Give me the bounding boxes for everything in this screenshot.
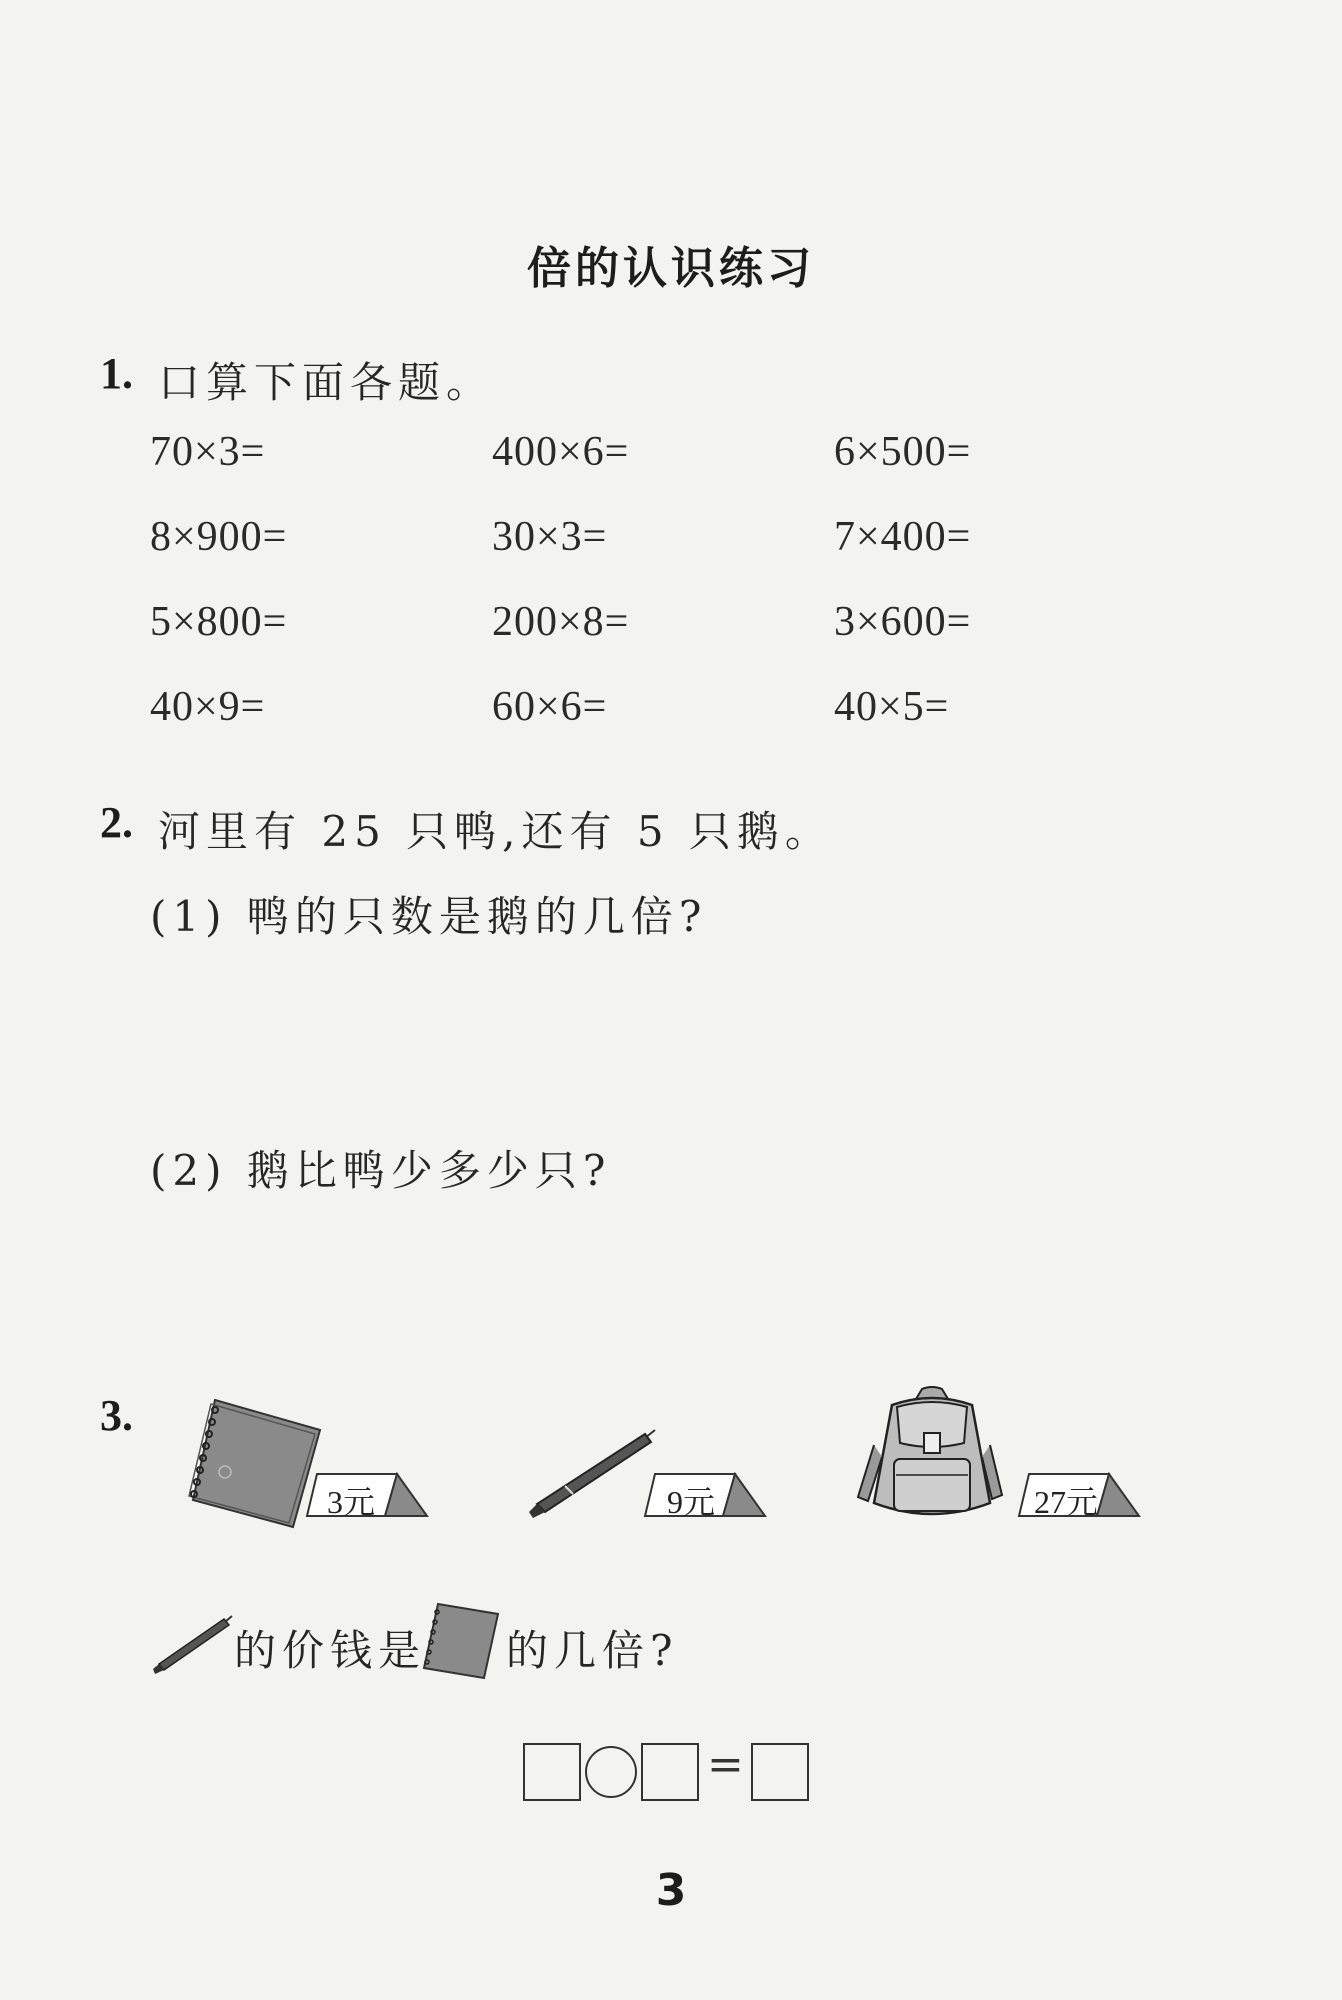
backpack-icon [852, 1385, 1012, 1530]
page-title: 倍的认识练习 [527, 243, 815, 294]
question-3-number: 3. [100, 1391, 133, 1440]
calc-item: 6×500= [834, 429, 972, 475]
calc-item: 200×8= [492, 599, 630, 645]
question-3-text-part2: 的几倍? [506, 1626, 679, 1675]
pen-icon [152, 1612, 236, 1676]
calc-item: 8×900= [150, 514, 288, 560]
question-1-text: 口算下面各题。 [158, 358, 495, 407]
question-2-number: 2. [100, 798, 133, 847]
question-2-text: 河里有 25 只鸭,还有 5 只鹅。 [158, 807, 833, 856]
answer-box[interactable] [641, 1743, 699, 1801]
calc-item: 7×400= [834, 514, 972, 560]
equals-sign: = [707, 1739, 744, 1790]
price-label-backpack: 27元 [1034, 1484, 1099, 1520]
calc-item: 60×6= [492, 684, 608, 730]
answer-formula [523, 1739, 823, 1803]
price-label-notebook: 3元 [327, 1484, 376, 1520]
calc-item: 3×600= [834, 599, 972, 645]
question-1-number: 1. [100, 349, 133, 398]
question-2-sub-1: (1) 鸭的只数是鹅的几倍? [150, 892, 708, 941]
answer-box[interactable] [523, 1743, 581, 1801]
operator-circle[interactable] [585, 1746, 637, 1798]
answer-box[interactable] [751, 1743, 809, 1801]
calc-item: 5×800= [150, 599, 288, 645]
price-label-pen: 9元 [667, 1484, 716, 1520]
notebook-icon [420, 1600, 502, 1682]
page-number: 3 [655, 1865, 687, 1916]
calc-item: 30×3= [492, 514, 608, 560]
calc-item: 70×3= [150, 429, 266, 475]
calc-item: 400×6= [492, 429, 630, 475]
question-2-sub-2: (2) 鹅比鸭少多少只? [150, 1146, 612, 1195]
notebook-icon [185, 1392, 325, 1532]
calc-item: 40×9= [150, 684, 266, 730]
question-3-text-part1: 的价钱是 [234, 1626, 427, 1675]
calc-item: 40×5= [834, 684, 950, 730]
mental-math-grid [150, 428, 1050, 768]
